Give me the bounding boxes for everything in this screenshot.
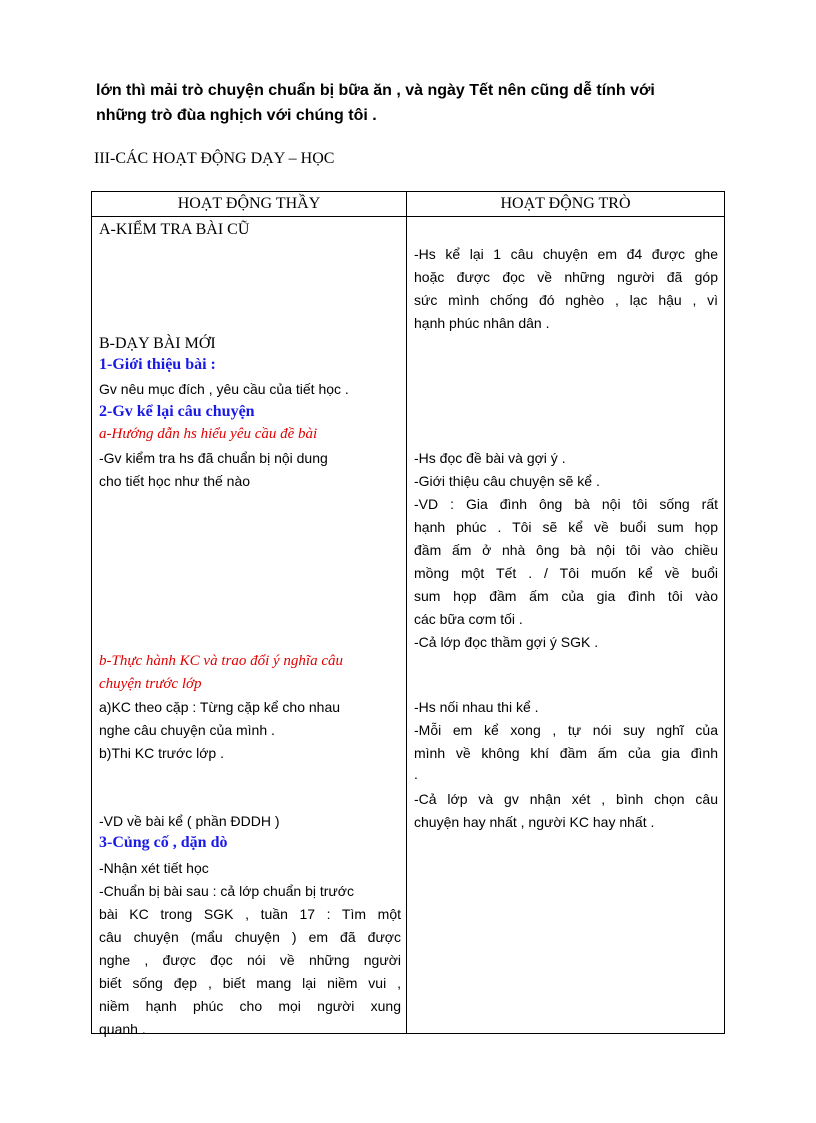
teacher-line: -Nhận xét tiết học [99,860,209,876]
teacher-line: a)KC theo cặp : Từng cặp kể cho nhau [99,699,341,715]
student-line: mình về không khí đầm ấm của gia đình [414,745,718,761]
student-line: . [414,766,418,782]
intro-line: lớn thì mải trò chuyện chuẩn bị bữa ăn , và ngày Tết nên cũng dễ tính với [96,82,655,99]
teacher-line: nghe câu chuyện của mình . [99,722,275,738]
teacher-line: biết sống đẹp , biết mang lại niềm vui , [99,975,401,991]
student-line: sức mình chống đó nghèo , lạc hậu , vì [414,292,718,308]
student-line: đầm ấm ở nhà ông bà nội tôi vào chiều [414,542,718,558]
teacher-line: -Chuẩn bị bài sau : cả lớp chuẩn bị trước [99,883,354,899]
teacher-line: nghe , được đọc nói về những người [99,952,401,968]
student-line: -Mỗi em kể xong , tự nói suy nghĩ của [414,722,718,738]
subheading-thuc-hanh: b-Thực hành KC và trao đổi ý nghĩa câu [99,653,343,669]
teacher-line: cho tiết học như thế nào [99,473,251,489]
student-line: chuyện hay nhất , người KC hay nhất . [414,814,655,830]
subheading-ke-chuyen: 2-Gv kể lại câu chuyện [99,403,255,420]
subheading-huong-dan: a-Hướng dẫn hs hiểu yêu cầu đề bài [99,426,318,442]
student-column-header: HOẠT ĐỘNG TRÒ [500,195,631,212]
subheading-thuc-hanh-cont: chuyện trước lớp [99,676,202,692]
subheading-cung-co: 3-Củng cố , dặn dò [99,834,228,851]
student-line: -Hs kể lại 1 câu chuyện em đ4 được ghe [414,246,718,262]
student-line: mồng một Tết . / Tôi muốn kể về buổi [414,565,718,581]
student-line: -Cả lớp và gv nhận xét , bình chọn câu [414,791,718,807]
teacher-line: niềm hạnh phúc cho mọi người xung [99,998,401,1014]
student-line: -VD : Gia đình ông bà nội tôi sống rất [414,496,718,512]
section-title-day-bai-moi: B-DẠY BÀI MỚI [99,335,216,352]
student-line: các bữa cơm tối . [414,611,523,627]
student-line: -Hs đọc đề bài và gợi ý . [414,450,566,466]
teacher-line: b)Thi KC trước lớp . [99,745,224,761]
student-line: hoặc được đọc về những người đã góp [414,269,718,285]
subheading-gioi-thieu: 1-Giới thiệu bài : [99,356,216,373]
header-divider [92,216,724,217]
teacher-column-header: HOẠT ĐỘNG THẦY [177,195,321,212]
teacher-line: -VD về bài kể ( phần ĐDDH ) [99,813,280,829]
student-line: -Cả lớp đọc thầm gợi ý SGK . [414,634,599,650]
section-title-kiem-tra: A-KIỂM TRA BÀI CŨ [99,221,250,238]
student-line: sum họp đầm ấm của gia đình tôi vào [414,588,718,604]
teacher-line: -Gv kiểm tra hs đã chuẩn bị nội dung [99,450,328,466]
section-heading: III-CÁC HOẠT ĐỘNG DẠY – HỌC [94,150,335,167]
teacher-line: quanh . [99,1021,146,1037]
student-line: hạnh phúc . Tôi sẽ kể về buổi sum họp [414,519,718,535]
teacher-line: câu chuyện (mẩu chuyện ) em đã được [99,929,401,945]
intro-paragraph [96,78,722,128]
teacher-line: Gv nêu mục đích , yêu cầu của tiết học . [99,381,349,397]
intro-line: những trò đùa nghịch với chúng tôi . [96,107,377,124]
student-line: hạnh phúc nhân dân . [414,315,550,331]
student-line: -Giới thiệu câu chuyện sẽ kể . [414,473,600,489]
student-line: -Hs nối nhau thi kể . [414,699,539,715]
column-divider [406,192,407,1033]
teacher-line: bài KC trong SGK , tuần 17 : Tìm một [99,906,401,922]
lesson-table [91,191,725,1037]
